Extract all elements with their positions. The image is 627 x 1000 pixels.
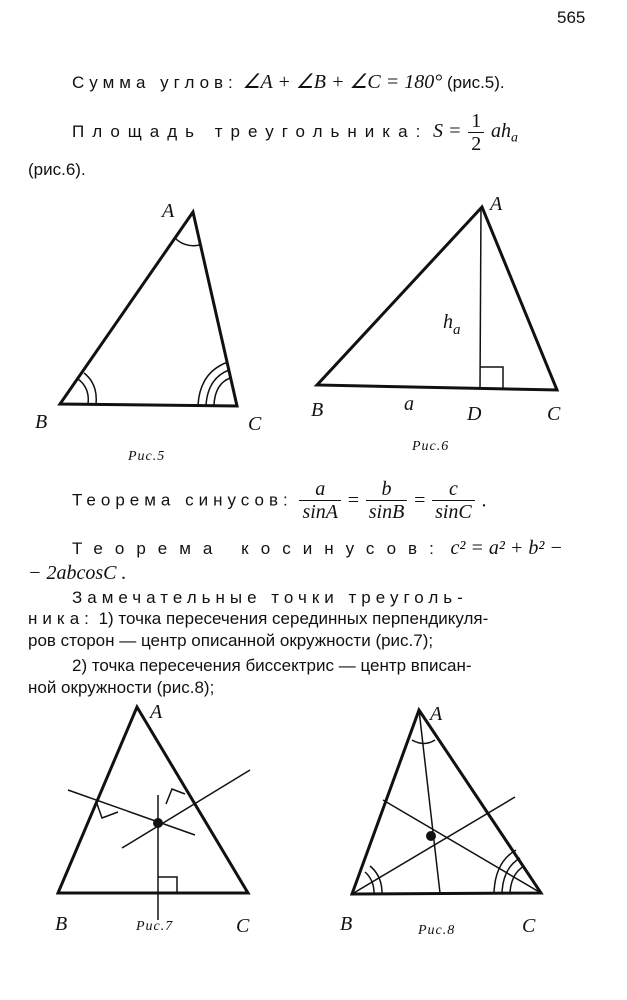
fig6-label-h-main: h (443, 311, 453, 333)
fig7-label-c: C (236, 915, 250, 937)
sines-f3-den: sinC (435, 501, 472, 523)
angle-c-arc-1 (510, 866, 524, 893)
angle-a-arc (175, 238, 200, 246)
sines-f2-den: sinB (368, 501, 405, 523)
sines-line (72, 478, 487, 523)
remarkable-line-5: ной окружности (рис.8); (28, 678, 215, 697)
fig6-label-d: D (467, 403, 482, 425)
cosines-line-1 (72, 538, 563, 559)
area-label: Площадь треугольника: (72, 121, 429, 141)
fig8-label-c: C (522, 915, 536, 937)
remarkable-line-2-spaced: ника: (28, 609, 94, 628)
fig6-label-b: B (311, 399, 324, 421)
sines-fraction-3 (432, 478, 475, 523)
fig6-label-side-a: a (404, 393, 414, 415)
height-line (480, 207, 481, 389)
angle-b-arc-1 (78, 379, 88, 404)
area-fraction-num: 1 (468, 110, 484, 133)
area-rhs-sub: a (511, 130, 518, 146)
fig7-label-b: B (55, 913, 68, 935)
fig6-label-a: A (490, 193, 503, 215)
fig5-caption: Рис.5 (128, 449, 166, 464)
right-angle-mark-ac (166, 789, 185, 804)
sines-fraction-1 (299, 478, 341, 523)
fig6-caption: Рис.6 (412, 439, 450, 454)
cosines-formula-1: c² = a² + b² − (450, 537, 563, 559)
cosines-label: Теорема косинусов: (72, 539, 446, 558)
remarkable-line-3: ров сторон — центр описанной окружности (рис.7); (28, 631, 434, 650)
sines-eq-1: = (347, 489, 360, 512)
right-angle-mark (480, 367, 503, 389)
fig8-label-a: A (430, 703, 443, 725)
fig8-label-b: B (340, 913, 353, 935)
triangle-abc (60, 212, 237, 406)
remarkable-line-4: 2) точка пересечения биссектрис — центр вписан- (72, 656, 472, 675)
fig8-caption: Рис.8 (418, 923, 456, 938)
angles-sum-label: Сумма углов: (72, 73, 238, 92)
bisector-c (383, 800, 541, 893)
fig7-label-a: A (150, 701, 163, 723)
area-lhs: S = (433, 119, 462, 142)
angle-b-arc-1 (365, 872, 374, 893)
figure-7 (55, 701, 250, 937)
right-angle-mark-bc (158, 877, 177, 893)
perp-bisector-ab (68, 790, 195, 835)
angle-c-arc-2 (214, 378, 230, 405)
triangle-abc (352, 710, 541, 894)
angle-c-arc-3 (494, 850, 516, 893)
bisector-b (352, 797, 515, 894)
bisector-a (419, 710, 440, 893)
area-rhs: ah (491, 119, 511, 142)
incenter (426, 831, 436, 841)
area-fraction-den: 2 (471, 133, 482, 155)
sines-eq-2: = (414, 489, 426, 512)
fig5-label-b: B (35, 411, 48, 433)
fig6-label-h (443, 311, 461, 338)
angle-c-arc-1 (206, 370, 229, 405)
angles-sum-formula: ∠A + ∠B + ∠C = 180° (242, 71, 443, 93)
fig6-label-h-sub: a (453, 322, 461, 338)
sines-end: . (481, 489, 487, 512)
triangle-abc (58, 707, 248, 893)
angle-a-arc (412, 740, 435, 744)
sines-f2-num: b (366, 478, 408, 501)
area-ref: (рис.6). (28, 160, 86, 179)
perp-bisector-ac (122, 770, 250, 848)
fig7-caption: Рис.7 (136, 919, 174, 934)
angles-sum-ref: (рис.5). (446, 73, 505, 92)
remarkable-line-2 (28, 609, 488, 629)
remarkable-line-2-rest: 1) точка пересечения серединных перпендикуля- (93, 609, 489, 628)
figure-5 (35, 200, 262, 464)
angle-c-arc-2 (502, 858, 520, 893)
cosines-formula-2: − 2abcosC . (28, 562, 127, 584)
figures-5-6 (0, 0, 627, 480)
page-number: 565 (557, 8, 586, 27)
circumcenter (153, 818, 163, 828)
sines-label: Теорема синусов: (72, 490, 293, 510)
fig6-label-c: C (547, 403, 561, 425)
remarkable-line-1: Замечательные точки треуголь- (72, 588, 468, 607)
sines-f1-num: a (299, 478, 341, 501)
sines-f3-num: c (432, 478, 475, 501)
angle-b-arc-2 (370, 866, 382, 893)
figure-8 (340, 703, 541, 938)
sines-fraction-2 (366, 478, 408, 523)
triangle-abc (317, 207, 557, 390)
figure-6 (311, 193, 561, 454)
right-angle-mark-ab (96, 801, 118, 818)
fig5-label-c: C (248, 413, 262, 435)
fig5-label-a: A (162, 200, 175, 222)
sines-f1-den: sinA (302, 501, 339, 523)
